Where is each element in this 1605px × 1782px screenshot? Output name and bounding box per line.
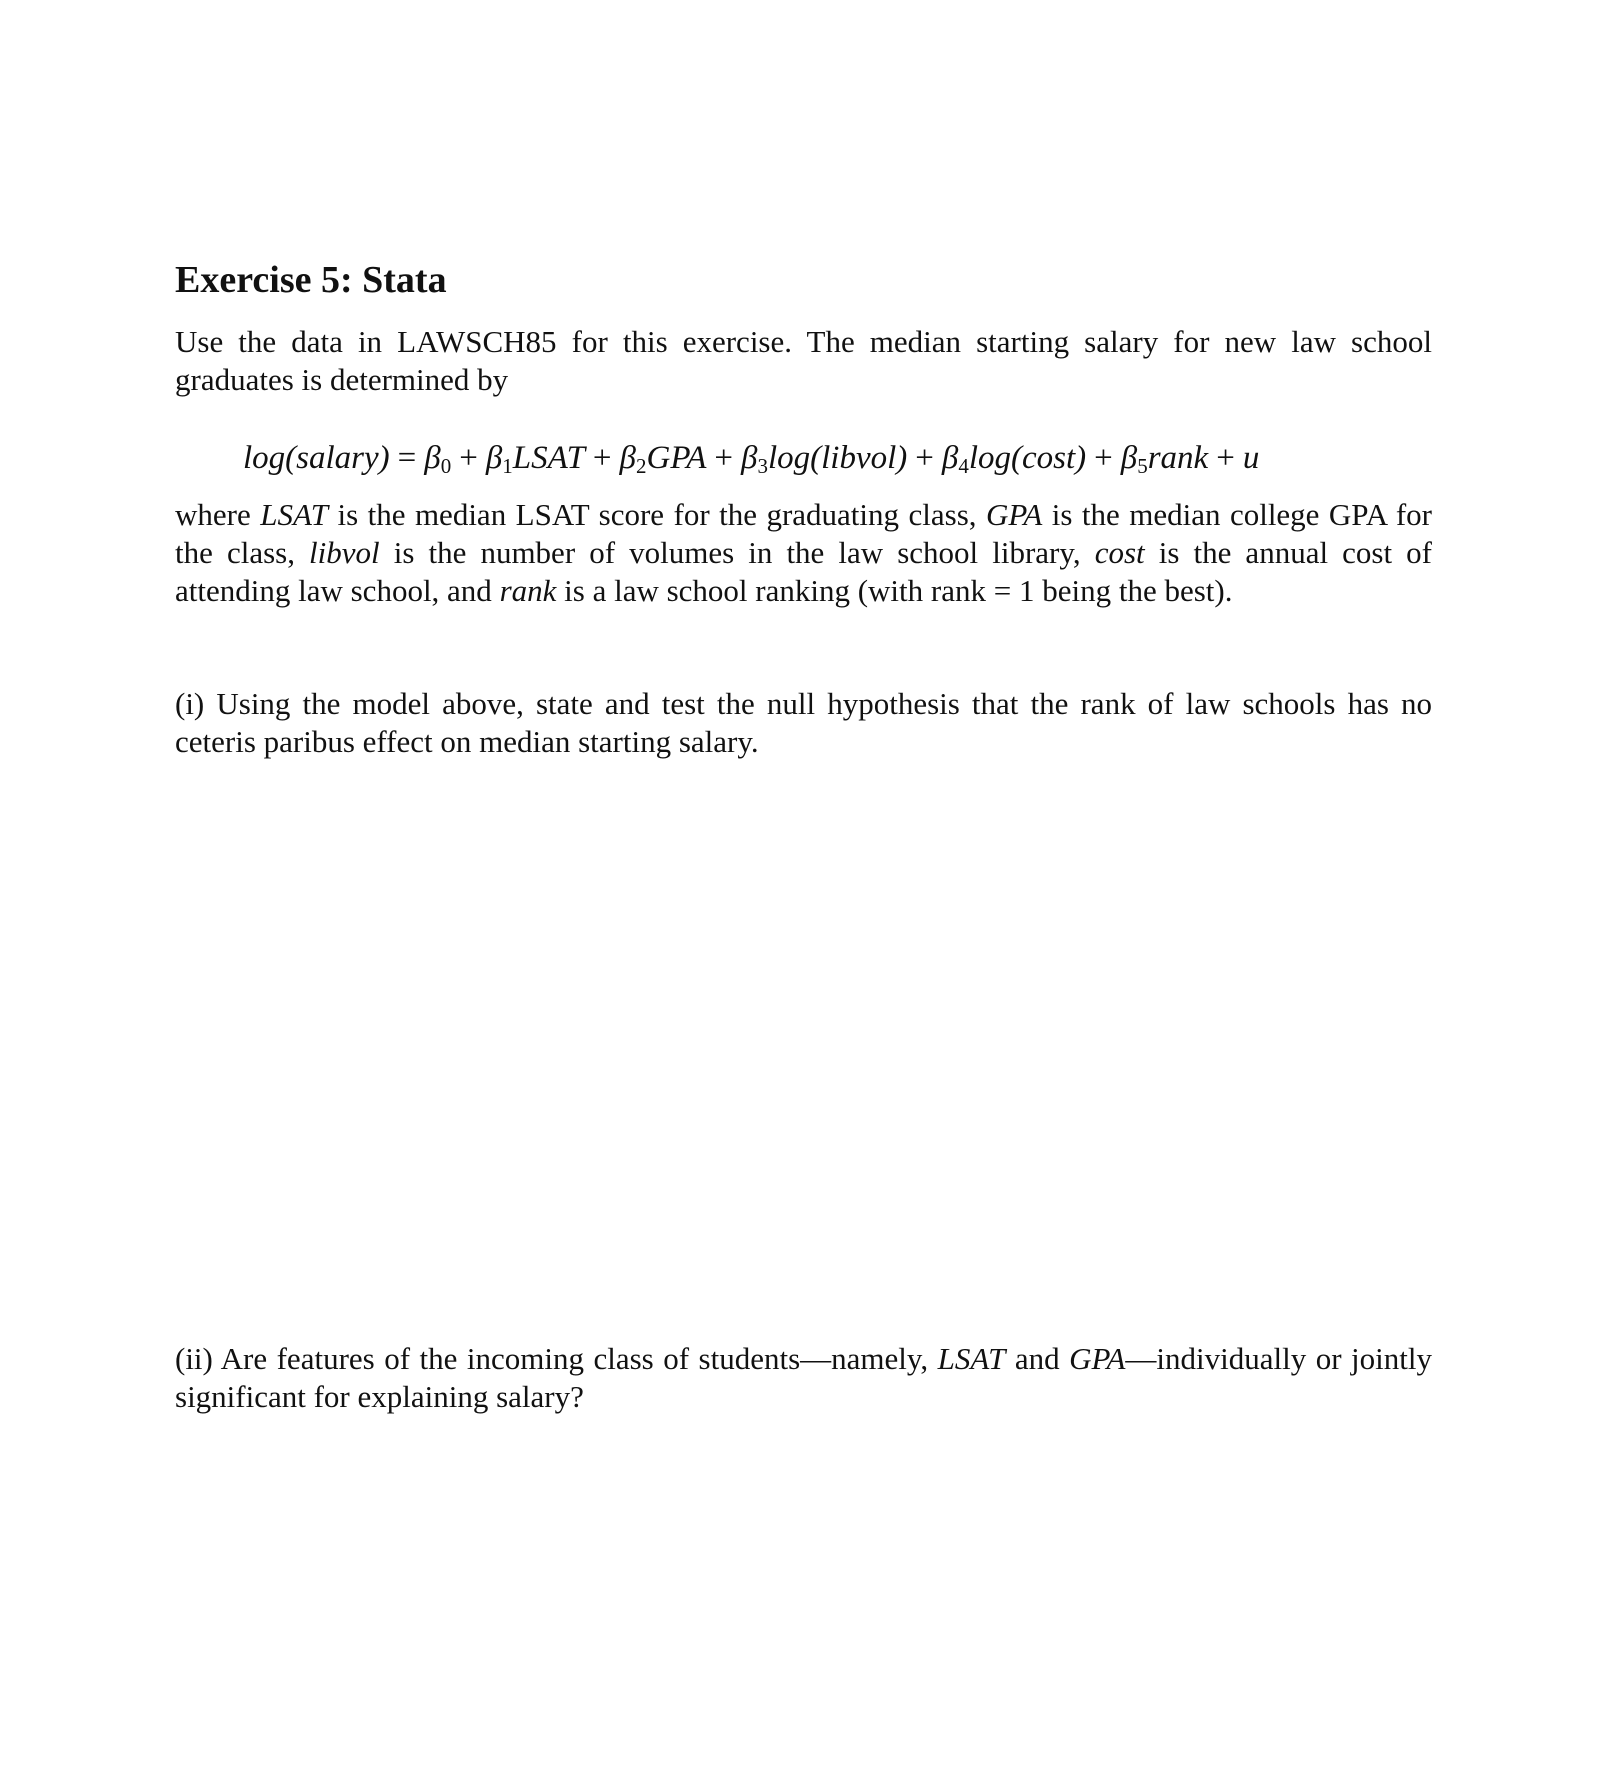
text-run: is the median LSAT score for the graduating class, xyxy=(327,497,986,532)
exercise-heading: Exercise 5: Stata xyxy=(175,259,447,301)
beta-5: β xyxy=(1120,440,1138,476)
beta-3: β xyxy=(741,440,758,476)
text-run: is the number of volumes in the law school library, xyxy=(379,535,1095,570)
gpa-variable: GPA xyxy=(1069,1341,1126,1376)
text-run: is the median college GPA for the class, xyxy=(175,497,1432,570)
equation-lhs: log(salary) xyxy=(243,440,390,476)
rank-term: rank xyxy=(1147,440,1209,476)
beta-2: β xyxy=(619,440,636,476)
beta-5-subscript: 5 xyxy=(1137,454,1148,478)
lsat-term: LSAT xyxy=(512,440,585,476)
text-run: and xyxy=(1005,1341,1070,1376)
beta-0: β xyxy=(424,440,441,476)
text-run: where xyxy=(175,497,261,532)
plus-sign: + xyxy=(1216,440,1235,476)
beta-2-subscript: 2 xyxy=(635,454,647,478)
lsat-variable: LSAT xyxy=(937,1341,1006,1376)
plus-sign: + xyxy=(592,440,612,476)
beta-0-subscript: 0 xyxy=(440,454,452,478)
variable-definitions-paragraph xyxy=(175,496,1432,610)
cost-variable: cost xyxy=(1094,535,1145,570)
beta-4: β xyxy=(941,440,959,476)
beta-1: β xyxy=(485,440,503,476)
equals-sign: = xyxy=(397,440,417,476)
gpa-term: GPA xyxy=(646,440,707,476)
gpa-variable: GPA xyxy=(986,497,1043,532)
intro-paragraph: Use the data in LAWSCH85 for this exercise. The median starting salary for new law school graduates is determined by xyxy=(175,324,1432,397)
text-run: is the annual cost of attending law school, and xyxy=(175,535,1432,608)
libvol-variable: libvol xyxy=(309,535,380,570)
rank-variable: rank xyxy=(499,573,557,608)
beta-1-subscript: 1 xyxy=(502,454,513,478)
text-run: (ii) Are features of the incoming class of students—namely, xyxy=(175,1341,938,1376)
plus-sign: + xyxy=(915,440,934,476)
text-run: —individually or jointly significant for explaining salary? xyxy=(175,1341,1433,1414)
beta-3-subscript: 3 xyxy=(757,454,768,478)
lsat-variable: LSAT xyxy=(260,497,328,532)
regression-equation xyxy=(243,440,1259,477)
plus-sign: + xyxy=(459,440,478,476)
libvol-term: log(libvol) xyxy=(767,440,908,476)
question-i: (i) Using the model above, state and test the null hypothesis that the rank of law schools has no ceteris paribus effect on median starting salary. xyxy=(175,686,1432,759)
error-term: u xyxy=(1242,440,1260,476)
plus-sign: + xyxy=(714,440,734,476)
cost-term: log(cost) xyxy=(968,440,1087,476)
plus-sign: + xyxy=(1094,440,1113,476)
question-ii xyxy=(175,1340,1432,1416)
beta-4-subscript: 4 xyxy=(958,454,969,478)
text-run: is a law school ranking (with rank = 1 being the best). xyxy=(556,573,1233,608)
